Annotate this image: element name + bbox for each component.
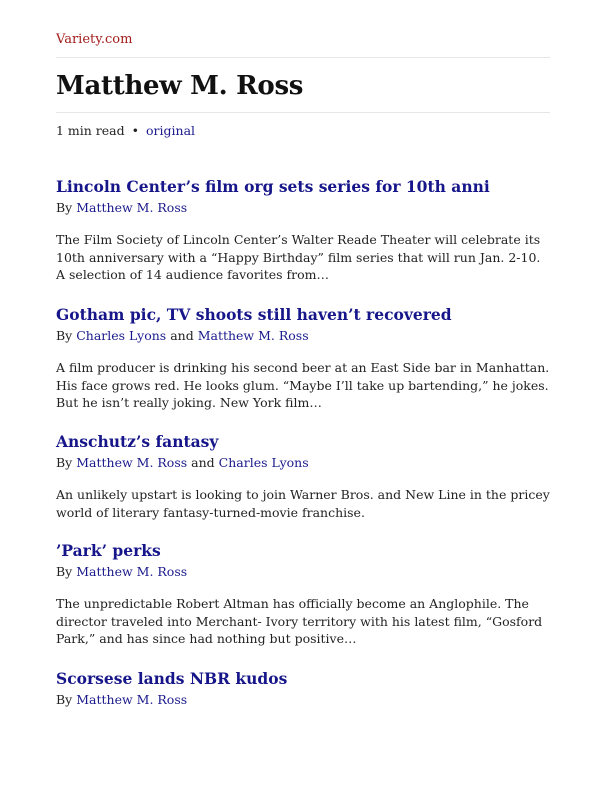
article-item <box>56 669 550 708</box>
article-excerpt: The unpredictable Robert Altman has officially become an Anglophile. The director traveled into Merchant- Ivory territory with his latest film, “Gosford Park,” and has since had nothing but positive… <box>56 596 543 646</box>
byline-prefix: By <box>56 328 73 343</box>
author-link[interactable]: Matthew M. Ross <box>76 564 188 579</box>
article-title-link[interactable]: Lincoln Center’s film org sets series for 10th anni <box>56 177 490 196</box>
header-divider <box>56 57 550 58</box>
author-link[interactable]: Matthew M. Ross <box>76 200 188 215</box>
article-title <box>56 541 550 561</box>
article-meta <box>56 123 195 139</box>
article-byline <box>56 327 550 344</box>
read-time: 1 min read <box>56 123 125 138</box>
author-link[interactable]: Matthew M. Ross <box>197 328 309 343</box>
article-excerpt: The Film Society of Lincoln Center’s Walter Reade Theater will celebrate its 10th anniversary with a “Happy Birthday” film series that will run Jan. 2-10. A selection of 14 audience favorites from… <box>56 232 541 282</box>
article-title-link[interactable]: Anschutz’s fantasy <box>56 432 219 451</box>
article-excerpt: An unlikely upstart is looking to join Warner Bros. and New Line in the pricey world of literary fantasy-turned-movie franchise. <box>56 487 550 520</box>
article-title-link[interactable]: Gotham pic, TV shoots still haven’t recovered <box>56 305 452 324</box>
article-item <box>56 177 550 284</box>
page-title: Matthew M. Ross <box>56 71 304 101</box>
article-title <box>56 305 550 325</box>
byline-conjunction: and <box>191 455 215 470</box>
byline-prefix: By <box>56 455 73 470</box>
meta-separator: • <box>131 123 140 138</box>
byline-prefix: By <box>56 200 73 215</box>
byline-prefix: By <box>56 564 73 579</box>
author-link[interactable]: Matthew M. Ross <box>76 692 188 707</box>
article-item <box>56 432 550 521</box>
author-link[interactable]: Charles Lyons <box>218 455 309 470</box>
author-link[interactable]: Charles Lyons <box>76 328 167 343</box>
title-divider <box>56 112 550 113</box>
article-title <box>56 669 550 689</box>
article-title-link[interactable]: ’Park’ perks <box>56 541 161 560</box>
article-item <box>56 541 550 648</box>
byline-prefix: By <box>56 692 73 707</box>
author-link[interactable]: Matthew M. Ross <box>76 455 188 470</box>
article-excerpt: A film producer is drinking his second beer at an East Side bar in Manhattan. His face grows red. He looks glum. “Maybe I’ll take up bartending,” he jokes. But he isn’t really joking. New York film… <box>56 360 550 410</box>
article-byline <box>56 563 550 580</box>
site-link[interactable]: Variety.com <box>56 32 133 47</box>
original-link[interactable]: original <box>146 123 196 138</box>
article-title <box>56 177 550 197</box>
article-title-link[interactable]: Scorsese lands NBR kudos <box>56 669 288 688</box>
byline-conjunction: and <box>170 328 194 343</box>
article-item <box>56 305 550 412</box>
article-byline <box>56 691 550 708</box>
article-byline <box>56 454 550 471</box>
article-byline <box>56 199 550 216</box>
article-title <box>56 432 550 452</box>
